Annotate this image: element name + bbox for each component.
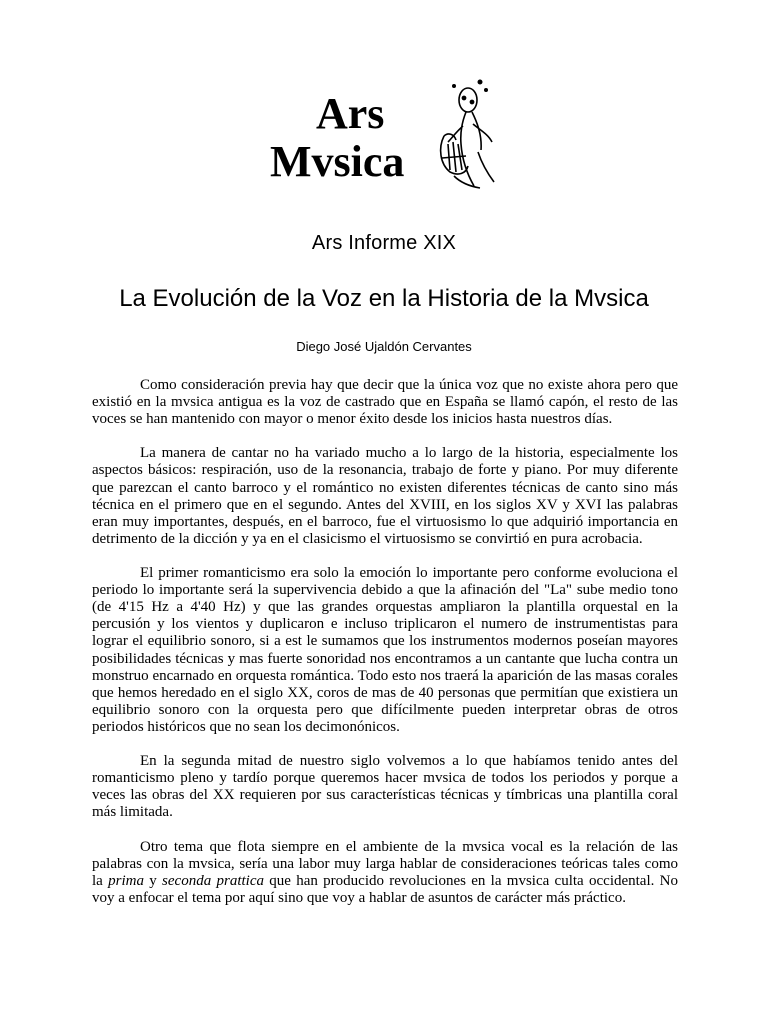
report-title: Ars Informe XIX: [311, 232, 457, 254]
logo-text-line1: Ars: [316, 89, 385, 138]
italic-term-seconda-prattica: seconda prattica: [162, 872, 264, 889]
paragraph-text: y: [143, 872, 163, 889]
musician-illustration-icon: [441, 80, 494, 189]
paragraph: En la segunda mitad de nuestro siglo volvemos a lo que habíamos tenido antes del romanticismo pleno y tardío porque queremos hacer mvsica de todos los periodos y porque a veces las obras del XX requieren por sus características técnicas y tímbricas una plantilla coral más limitada.: [92, 753, 678, 821]
italic-term-prima: prima: [108, 872, 144, 889]
paragraph-text: Otro tema que flota siempre en el ambiente de la mvsica vocal es la relación de las palabras con la mvsica, sería una labor muy larga hablar de consideraciones teóricas tales como la: [92, 838, 678, 889]
paragraph: [92, 839, 678, 907]
ars-mvsica-logo: [268, 78, 500, 190]
author-name: Diego José Ujaldón Cervantes: [296, 339, 472, 354]
paragraph: Como consideración previa hay que decir que la única voz que no existe ahora pero que existió en la mvsica antigua es la voz de castrado que en España se llamó capón, el resto de las voces se han mantenido con mayor o menor éxito desde los inicios hasta nuestros días.: [92, 377, 678, 428]
paragraph: La manera de cantar no ha variado mucho a lo largo de la historia, especialmente los aspectos básicos: respiración, uso de la resonancia, trabajo de forte y piano. Por muy diferente que parezcan el canto barroco y el romántico no existen diferentes técnicas de canto sino más técnica en el primero que en el segundo. Antes del XVIII, en los siglos XV y XVI las palabras eran muy importantes, después, en el barroco, fue el virtuosismo lo que adquirió importancia en detrimento de la dicción y ya en el clasicismo el virtuosismo se convirtió en pura acrobacia.: [92, 445, 678, 547]
paragraph-text: que han producido revoluciones en la mvsica culta occidental. No voy a enfocar el tema por aquí sino que voy a hablar de asuntos de carácter más práctico.: [92, 872, 679, 906]
paragraph: El primer romanticismo era solo la emoción lo importante pero conforme evoluciona el periodo lo importante será la supervivencia debido a que la afinación del "La" sube medio tono (de 4'15 Hz a 4'40 Hz) y que las grandes orquestas ampliaron la plantilla orquestal en la percusión y los vientos y duplicaron e incluso triplicaron el numero de instrumentistas para lograr el equilibrio sonoro, si a est le sumamos que los instrumentos modernos poseían mayores posibilidades técnicas y mas fuerte sonoridad nos encontramos a un cantante que lucha contra un monstruo encarnado en orquesta romántica. Todo esto nos traerá la aparición de las masas corales que hemos heredado en el siglo XX, coros de mas de 40 personas que permitían que existiera un equilibrio sonoro con la orquesta pero que difícilmente pueden interpretar obras de otros periodos históricos que no sean los decimonónicos.: [92, 565, 678, 735]
article-body: [92, 377, 678, 907]
logo-text-line2: Mvsica: [270, 137, 405, 186]
document-title: La Evolución de la Voz en la Historia de la Mvsica: [119, 285, 649, 312]
